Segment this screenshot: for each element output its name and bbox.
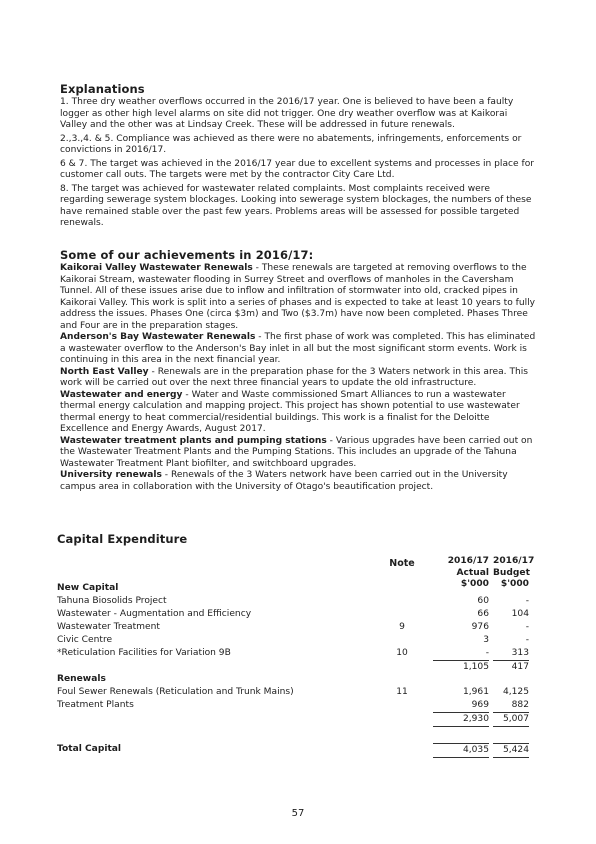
achievement-title: Wastewater treatment plants and pumping stations: [60, 435, 327, 446]
row-budget: 104: [511, 609, 529, 619]
achievement-title: Kaikorai Valley Wastewater Renewals: [60, 263, 253, 273]
subtotal-actual: 1,105: [433, 660, 489, 674]
capital-expenditure-section: [57, 532, 537, 756]
actual-header-year: 2016/17: [447, 556, 489, 566]
page-number: 57: [291, 808, 305, 819]
row-label: Treatment Plants: [57, 700, 134, 710]
table-row: [57, 608, 537, 621]
achievement-item: [60, 436, 536, 471]
explanations-section: [60, 82, 536, 230]
row-budget: -: [525, 596, 529, 606]
row-budget: 313: [511, 648, 529, 658]
achievement-title: University renewals: [60, 470, 162, 480]
achievement-title: North East Valley: [60, 366, 149, 377]
row-actual: 3: [483, 635, 489, 645]
actual-header-label: Actual: [456, 567, 489, 578]
new-capital-label: New Capital: [57, 583, 119, 593]
explanation-paragraph: 8. The target was achieved for wastewater related complaints. Most complaints received were regarding sewerage system blockages. Looking into sewerage system blockages, the numbers of these have remained stable over the past few years. Problems areas will be assessed for possible targeted renewals.: [60, 183, 532, 228]
row-actual: 66: [477, 609, 489, 619]
row-budget: -: [525, 622, 529, 632]
row-label: Civic Centre: [57, 635, 113, 645]
new-capital-subtotal-row: [57, 660, 537, 673]
row-label: Foul Sewer Renewals (Reticulation and Trunk Mains): [57, 687, 294, 697]
table-row: [57, 647, 537, 660]
achievement-text: - These renewals are targeted at removing overflows to the Kaikorai Stream, wastewater flooding in Surrey Street and overflows of manholes in the Caversham Tunnel. All of these issues arise due to inflow and infiltration of stormwater into old, cracked pipes in Kaikorai Valley. This work is split into a series of phases and is expected to take at least 10 years to fully address the issues. Phases One (circa $3m) and Two ($3.7m) have now been completed. Phases Three and Four are in the preparation stages.: [60, 263, 536, 331]
achievement-item: [60, 470, 536, 493]
achievement-item: [60, 390, 536, 436]
table-row: [57, 621, 537, 634]
explanation-paragraph: 2.,3.,4. & 5. Compliance was achieved as there were no abatements, infringements, enforcements or convictions in 2016/17.: [60, 133, 522, 155]
note-column-header: Note: [389, 558, 415, 569]
achievement-text: - Various upgrades have been carried out on the Wastewater Treatment Plants and the Pumping Stations. This includes an upgrade of the Tahuna Wastewater Treatment Plant biofilter, and switchboard upgrades.: [60, 435, 533, 469]
table-row: [57, 686, 537, 699]
row-actual: 976: [471, 622, 489, 632]
actual-header-unit: $'000: [460, 579, 489, 589]
renewals-label: Renewals: [57, 674, 106, 684]
new-capital-label-row: [57, 582, 537, 595]
row-actual: 1,961: [462, 687, 489, 697]
row-note: 10: [396, 648, 408, 658]
renewals-label-row: [57, 673, 537, 686]
subtotal-budget: 417: [493, 660, 529, 674]
subtotal-actual: 2,930: [433, 712, 489, 727]
total-capital-label: Total Capital: [57, 744, 122, 754]
achievement-item: [60, 367, 536, 390]
achievement-title: Anderson's Bay Wastewater Renewals: [60, 332, 256, 342]
table-row: [57, 699, 537, 712]
row-label: *Reticulation Facilities for Variation 9B: [57, 648, 231, 658]
explanation-paragraph: 6 & 7. The target was achieved in the 2016/17 year due to excellent systems and processes in place for customer call outs. The targets were met by the contractor City Care Ltd.: [60, 158, 535, 180]
achievement-text: - Water and Waste commissioned Smart Alliances to run a wastewater thermal energy calculation and mapping project. This project has shown potential to use wastewater thermal energy to heat commercial/residential buildings. This work is a finalist for the Deloitte Excellence and Energy Awards, August 2017.: [60, 389, 520, 434]
achievements-section: [60, 248, 536, 493]
achievement-title: Wastewater and energy: [60, 389, 183, 400]
row-budget: -: [525, 635, 529, 645]
total-capital-row: [57, 743, 537, 756]
row-note: 11: [396, 687, 408, 697]
row-label: Wastewater - Augmentation and Efficiency: [57, 609, 252, 619]
total-actual: 4,035: [433, 743, 489, 758]
budget-header-year: 2016/17: [493, 556, 535, 566]
total-budget: 5,424: [493, 743, 529, 758]
row-budget: 4,125: [502, 687, 529, 697]
achievement-text: - Renewals are in the preparation phase for the 3 Waters network in this area. This work will be carried out over the next three financial years to update the old infrastructure.: [60, 366, 529, 388]
achievement-text: - The first phase of work was completed. This has eliminated a wastewater overflow to the Anderson's Bay inlet in all but the most significant storm events. Work is continuing in this area in the next financial year.: [60, 332, 536, 365]
row-actual: -: [485, 648, 489, 658]
table-row: [57, 595, 537, 608]
table-row: [57, 634, 537, 647]
capex-heading: Capital Expenditure: [57, 532, 188, 546]
row-note: 9: [399, 622, 405, 632]
row-actual: 60: [477, 596, 489, 606]
budget-header-unit: $'000: [500, 579, 529, 589]
renewals-subtotal-row: [57, 712, 537, 725]
row-budget: 882: [511, 700, 529, 710]
row-label: Wastewater Treatment: [57, 622, 160, 632]
explanation-paragraph: 1. Three dry weather overflows occurred in the 2016/17 year. One is believed to have been a faulty logger as other high level alarms on site did not trigger. One dry weather overflow was at Kaikorai Valley and the other was at Lindsay Creek. These will be addressed in future renewals.: [60, 97, 514, 130]
achievement-item: [60, 332, 536, 367]
budget-header-label: Budget: [493, 567, 530, 578]
row-label: Tahuna Biosolids Project: [57, 596, 167, 606]
row-actual: 969: [471, 700, 489, 710]
achievement-item: [60, 263, 536, 332]
achievement-text: - Renewals of the 3 Waters network have been carried out in the University campus area in collaboration with the University of Otago's beautification project.: [60, 470, 508, 492]
achievements-heading: Some of our achievements in 2016/17:: [60, 248, 314, 262]
subtotal-budget: 5,007: [493, 712, 529, 727]
explanations-heading: Explanations: [60, 82, 145, 96]
